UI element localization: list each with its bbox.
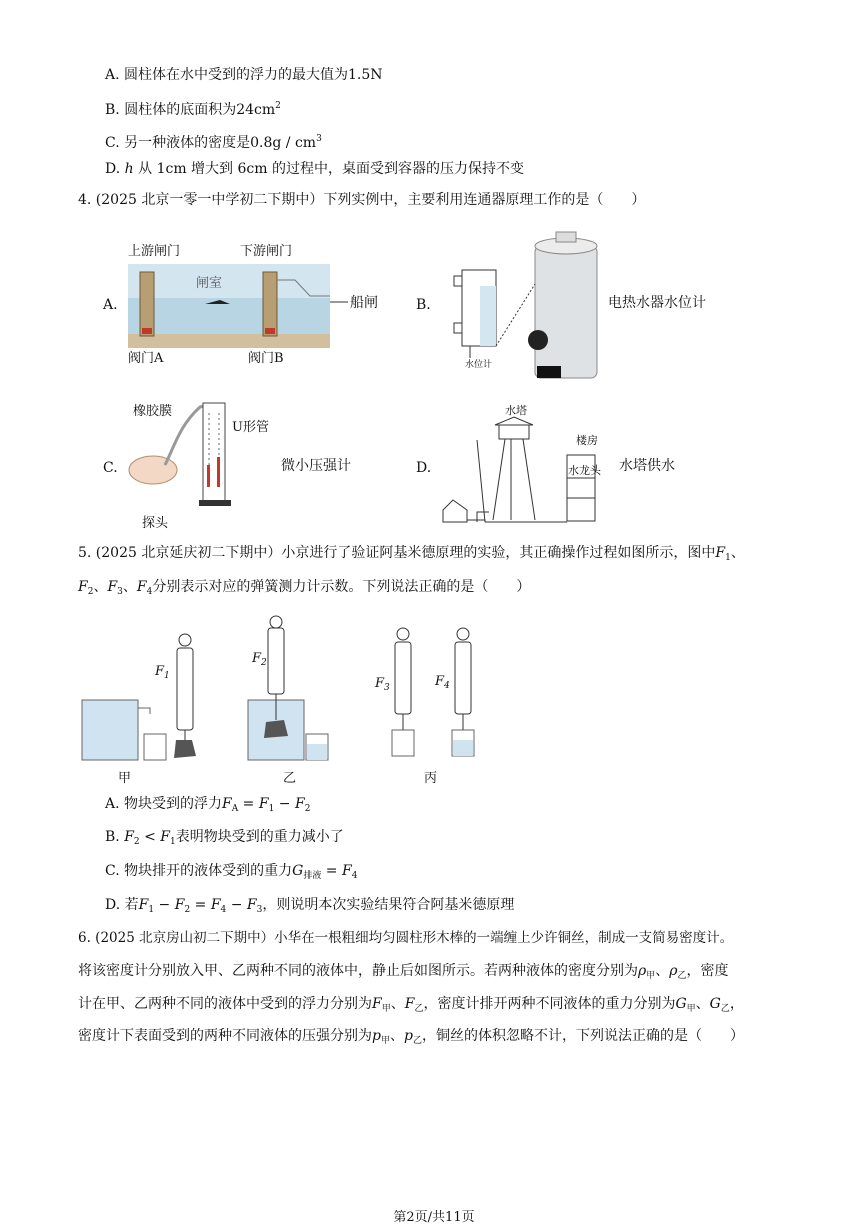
var-rho: ρ bbox=[669, 963, 678, 979]
var-F: F bbox=[210, 897, 221, 913]
q5-option-a-text: A. 物块受到的浮力 bbox=[105, 796, 223, 812]
sep: 、 bbox=[390, 996, 405, 1012]
q3-option-d-letter: D. bbox=[105, 161, 125, 177]
var-F: F bbox=[107, 579, 118, 595]
lower-gate-label: 下游闸门 bbox=[240, 244, 293, 259]
q5-option-b-text: 表明物块受到的重力减小了 bbox=[175, 829, 344, 845]
membrane-label: 橡胶膜 bbox=[133, 404, 173, 419]
water-tower-caption: 水塔供水 bbox=[619, 458, 675, 474]
label-F3 bbox=[375, 676, 390, 693]
lock-chamber-label: 闸室 bbox=[196, 276, 223, 291]
archimedes-experiment-figure bbox=[78, 612, 498, 772]
q3-option-d-text: 从 1cm 增大到 6cm 的过程中，桌面受到容器的压力保持不变 bbox=[133, 161, 524, 177]
ship-lock-caption: 船闸 bbox=[350, 295, 378, 311]
subscript: 1 bbox=[164, 671, 170, 681]
var-F: F bbox=[404, 996, 415, 1012]
q3-option-b-text: B. 圆柱体的底面积为24cm bbox=[105, 102, 276, 118]
sep: 、 bbox=[730, 545, 745, 561]
subscript: 乙 bbox=[677, 971, 687, 981]
q5-option-d-text: ，则说明本次实验结果符合阿基米德原理 bbox=[262, 897, 515, 913]
q6-line2-text: 将该密度计分别放入甲、乙两种不同的液体中，静止后如图所示。若两种液体的密度分别为 bbox=[78, 963, 638, 979]
sep: 、 bbox=[122, 579, 137, 595]
var-F: F bbox=[258, 796, 269, 812]
q5-option-d: D. 若$F_1 - F_2 = F_4 - F_3$，则说明本次实验结果符合阿基米德原理 bbox=[105, 897, 515, 915]
q3-option-c bbox=[105, 130, 322, 152]
var-p: p bbox=[372, 1028, 381, 1044]
q5-stem-line2-text: 分别表示对应的弹簧测力计示数。下列说法正确的是（ ） bbox=[152, 579, 531, 595]
q5-stem-line2 bbox=[78, 578, 530, 601]
subscript: 4 bbox=[220, 905, 227, 915]
var-p: p bbox=[403, 1028, 413, 1044]
q6-line2-tail: ，密度 bbox=[686, 963, 729, 979]
caption-yi: 乙 bbox=[283, 771, 297, 786]
var-F: F bbox=[138, 897, 149, 913]
var-rho: ρ bbox=[638, 963, 647, 979]
q4-option-a-letter: A. bbox=[103, 297, 118, 313]
subscript: 甲 bbox=[686, 1004, 696, 1014]
subscript: 甲 bbox=[381, 1004, 391, 1014]
subscript: 2 bbox=[304, 804, 311, 814]
q5-option-c-text: C. 物块排开的液体受到的重力 bbox=[105, 863, 293, 879]
q3-option-d bbox=[105, 160, 524, 178]
tower-label: 水塔 bbox=[505, 404, 527, 417]
caption-jia: 甲 bbox=[118, 771, 132, 786]
q5-option-a: A. 物块受到的浮力$F_A = F_1 - F_2$ bbox=[105, 796, 311, 814]
subscript: 4 bbox=[351, 871, 358, 881]
pressure-gauge-caption: 微小压强计 bbox=[281, 458, 351, 474]
q6-line3-text: 计在甲、乙两种不同的液体中受到的浮力分别为 bbox=[78, 996, 372, 1012]
var-F: F bbox=[341, 863, 352, 879]
q6-line4-text: 密度计下表面受到的两种不同液体的压强分别为 bbox=[78, 1028, 372, 1044]
subscript: 2 bbox=[184, 905, 191, 915]
valve-a-label: 阀门A bbox=[128, 351, 164, 366]
var-G: G bbox=[292, 863, 304, 879]
var-F: F bbox=[222, 796, 232, 812]
q4-option-c-letter: C. bbox=[103, 460, 118, 476]
subscript: 4 bbox=[444, 681, 450, 691]
page-footer: 第2页/共11页 bbox=[393, 1210, 475, 1225]
var-F: F bbox=[715, 545, 726, 561]
subscript: 排液 bbox=[303, 871, 322, 881]
subscript: 乙 bbox=[412, 1036, 422, 1046]
water-heater-caption: 电热水器水位计 bbox=[608, 295, 706, 311]
q6-line1: 6. (2025 北京房山初二下期中）小华在一根粗细均匀圆柱形木棒的一端缠上少许铜丝，制成一支简易密度计。 bbox=[78, 930, 734, 946]
label-F2 bbox=[252, 651, 267, 668]
var-G: G bbox=[675, 996, 687, 1012]
subscript: 2 bbox=[87, 587, 94, 597]
q6-line2 bbox=[78, 962, 729, 985]
subscript: 1 bbox=[725, 553, 731, 563]
caption-bing: 丙 bbox=[424, 771, 438, 786]
q6-line3: 计在甲、乙两种不同的液体中受到的浮力分别为$F_甲$、$F_乙$，密度计排开两种不同液体的重力分别为$G_甲$、$G_乙$， bbox=[78, 996, 744, 1014]
superscript: 3 bbox=[316, 134, 322, 144]
subscript: 3 bbox=[256, 905, 263, 915]
subscript: 2 bbox=[133, 837, 140, 847]
q4-option-d-letter: D. bbox=[416, 460, 432, 476]
q5-stem-line1 bbox=[78, 544, 745, 567]
subscript: 2 bbox=[261, 658, 267, 668]
sep: 、 bbox=[389, 1028, 404, 1044]
u-tube-label: U形管 bbox=[232, 420, 269, 435]
var-F: F bbox=[372, 996, 382, 1012]
q3-option-a: A. 圆柱体在水中受到的浮力的最大值为1.5N bbox=[105, 67, 383, 83]
var-F: F bbox=[78, 579, 88, 595]
var-F: F bbox=[375, 676, 385, 691]
water-gauge-label: 水位计 bbox=[465, 360, 493, 370]
subscript: 1 bbox=[148, 905, 155, 915]
label-F1 bbox=[155, 664, 170, 681]
superscript: 2 bbox=[275, 101, 281, 111]
q6-line4-tail: ，铜丝的体积忽略不计，下列说法正确的是（ ） bbox=[421, 1028, 744, 1044]
q3-option-b bbox=[105, 97, 281, 119]
variable-h: h bbox=[124, 161, 134, 177]
sep: 、 bbox=[695, 996, 710, 1012]
var-F: F bbox=[435, 674, 445, 689]
q5-option-c: C. 物块排开的液体受到的重力$G_{排液} = F_4$ bbox=[105, 863, 358, 881]
q5-option-d-letter: D. 若 bbox=[105, 897, 139, 913]
q5-stem-line1-text: 5. (2025 北京延庆初二下期中）小京进行了验证阿基米德原理的实验，其正确操作过程如图所示，图中 bbox=[78, 545, 716, 561]
q5-option-b: B. $F_2 < F_1$表明物块受到的重力减小了 bbox=[105, 829, 344, 847]
subscript: 3 bbox=[117, 587, 123, 597]
subscript: 乙 bbox=[414, 1004, 424, 1014]
var-F: F bbox=[294, 796, 305, 812]
var-F: F bbox=[160, 829, 171, 845]
subscript: 甲 bbox=[646, 971, 656, 981]
subscript: 3 bbox=[384, 683, 390, 693]
sep: 、 bbox=[93, 579, 108, 595]
q3-option-c-text: C. 另一种液体的密度是0.8g / cm bbox=[105, 135, 317, 151]
q6-line4 bbox=[78, 1027, 744, 1050]
var-F: F bbox=[155, 664, 165, 679]
water-heater-figure bbox=[440, 228, 620, 378]
var-F: F bbox=[252, 651, 262, 666]
var-F: F bbox=[174, 897, 185, 913]
subscript: 1 bbox=[170, 837, 176, 847]
probe-label: 探头 bbox=[142, 516, 169, 531]
subscript: 4 bbox=[146, 587, 153, 597]
q6-line3-tail: ，密度计排开两种不同液体的重力分别为 bbox=[423, 996, 676, 1012]
building-label: 楼房 bbox=[576, 434, 598, 447]
var-G: G bbox=[709, 996, 721, 1012]
q4-stem: 4. (2025 北京一零一中学初二下期中）下列实例中，主要利用连通器原理工作的是（ ） bbox=[78, 192, 646, 208]
var-F: F bbox=[136, 579, 147, 595]
subscript: 乙 bbox=[720, 1004, 730, 1014]
subscript: 甲 bbox=[380, 1036, 390, 1046]
subscript: A bbox=[231, 804, 239, 814]
var-F: F bbox=[246, 897, 257, 913]
q4-option-b-letter: B. bbox=[416, 297, 431, 313]
upper-gate-label: 上游闸门 bbox=[128, 244, 181, 259]
label-F4 bbox=[435, 674, 450, 691]
tap-label: 水龙头 bbox=[568, 464, 601, 477]
sep: 、 bbox=[655, 963, 670, 979]
valve-b-label: 阀门B bbox=[248, 351, 284, 366]
q5-option-b-letter: B. bbox=[105, 829, 125, 845]
var-F: F bbox=[124, 829, 134, 845]
subscript: 1 bbox=[268, 804, 275, 814]
